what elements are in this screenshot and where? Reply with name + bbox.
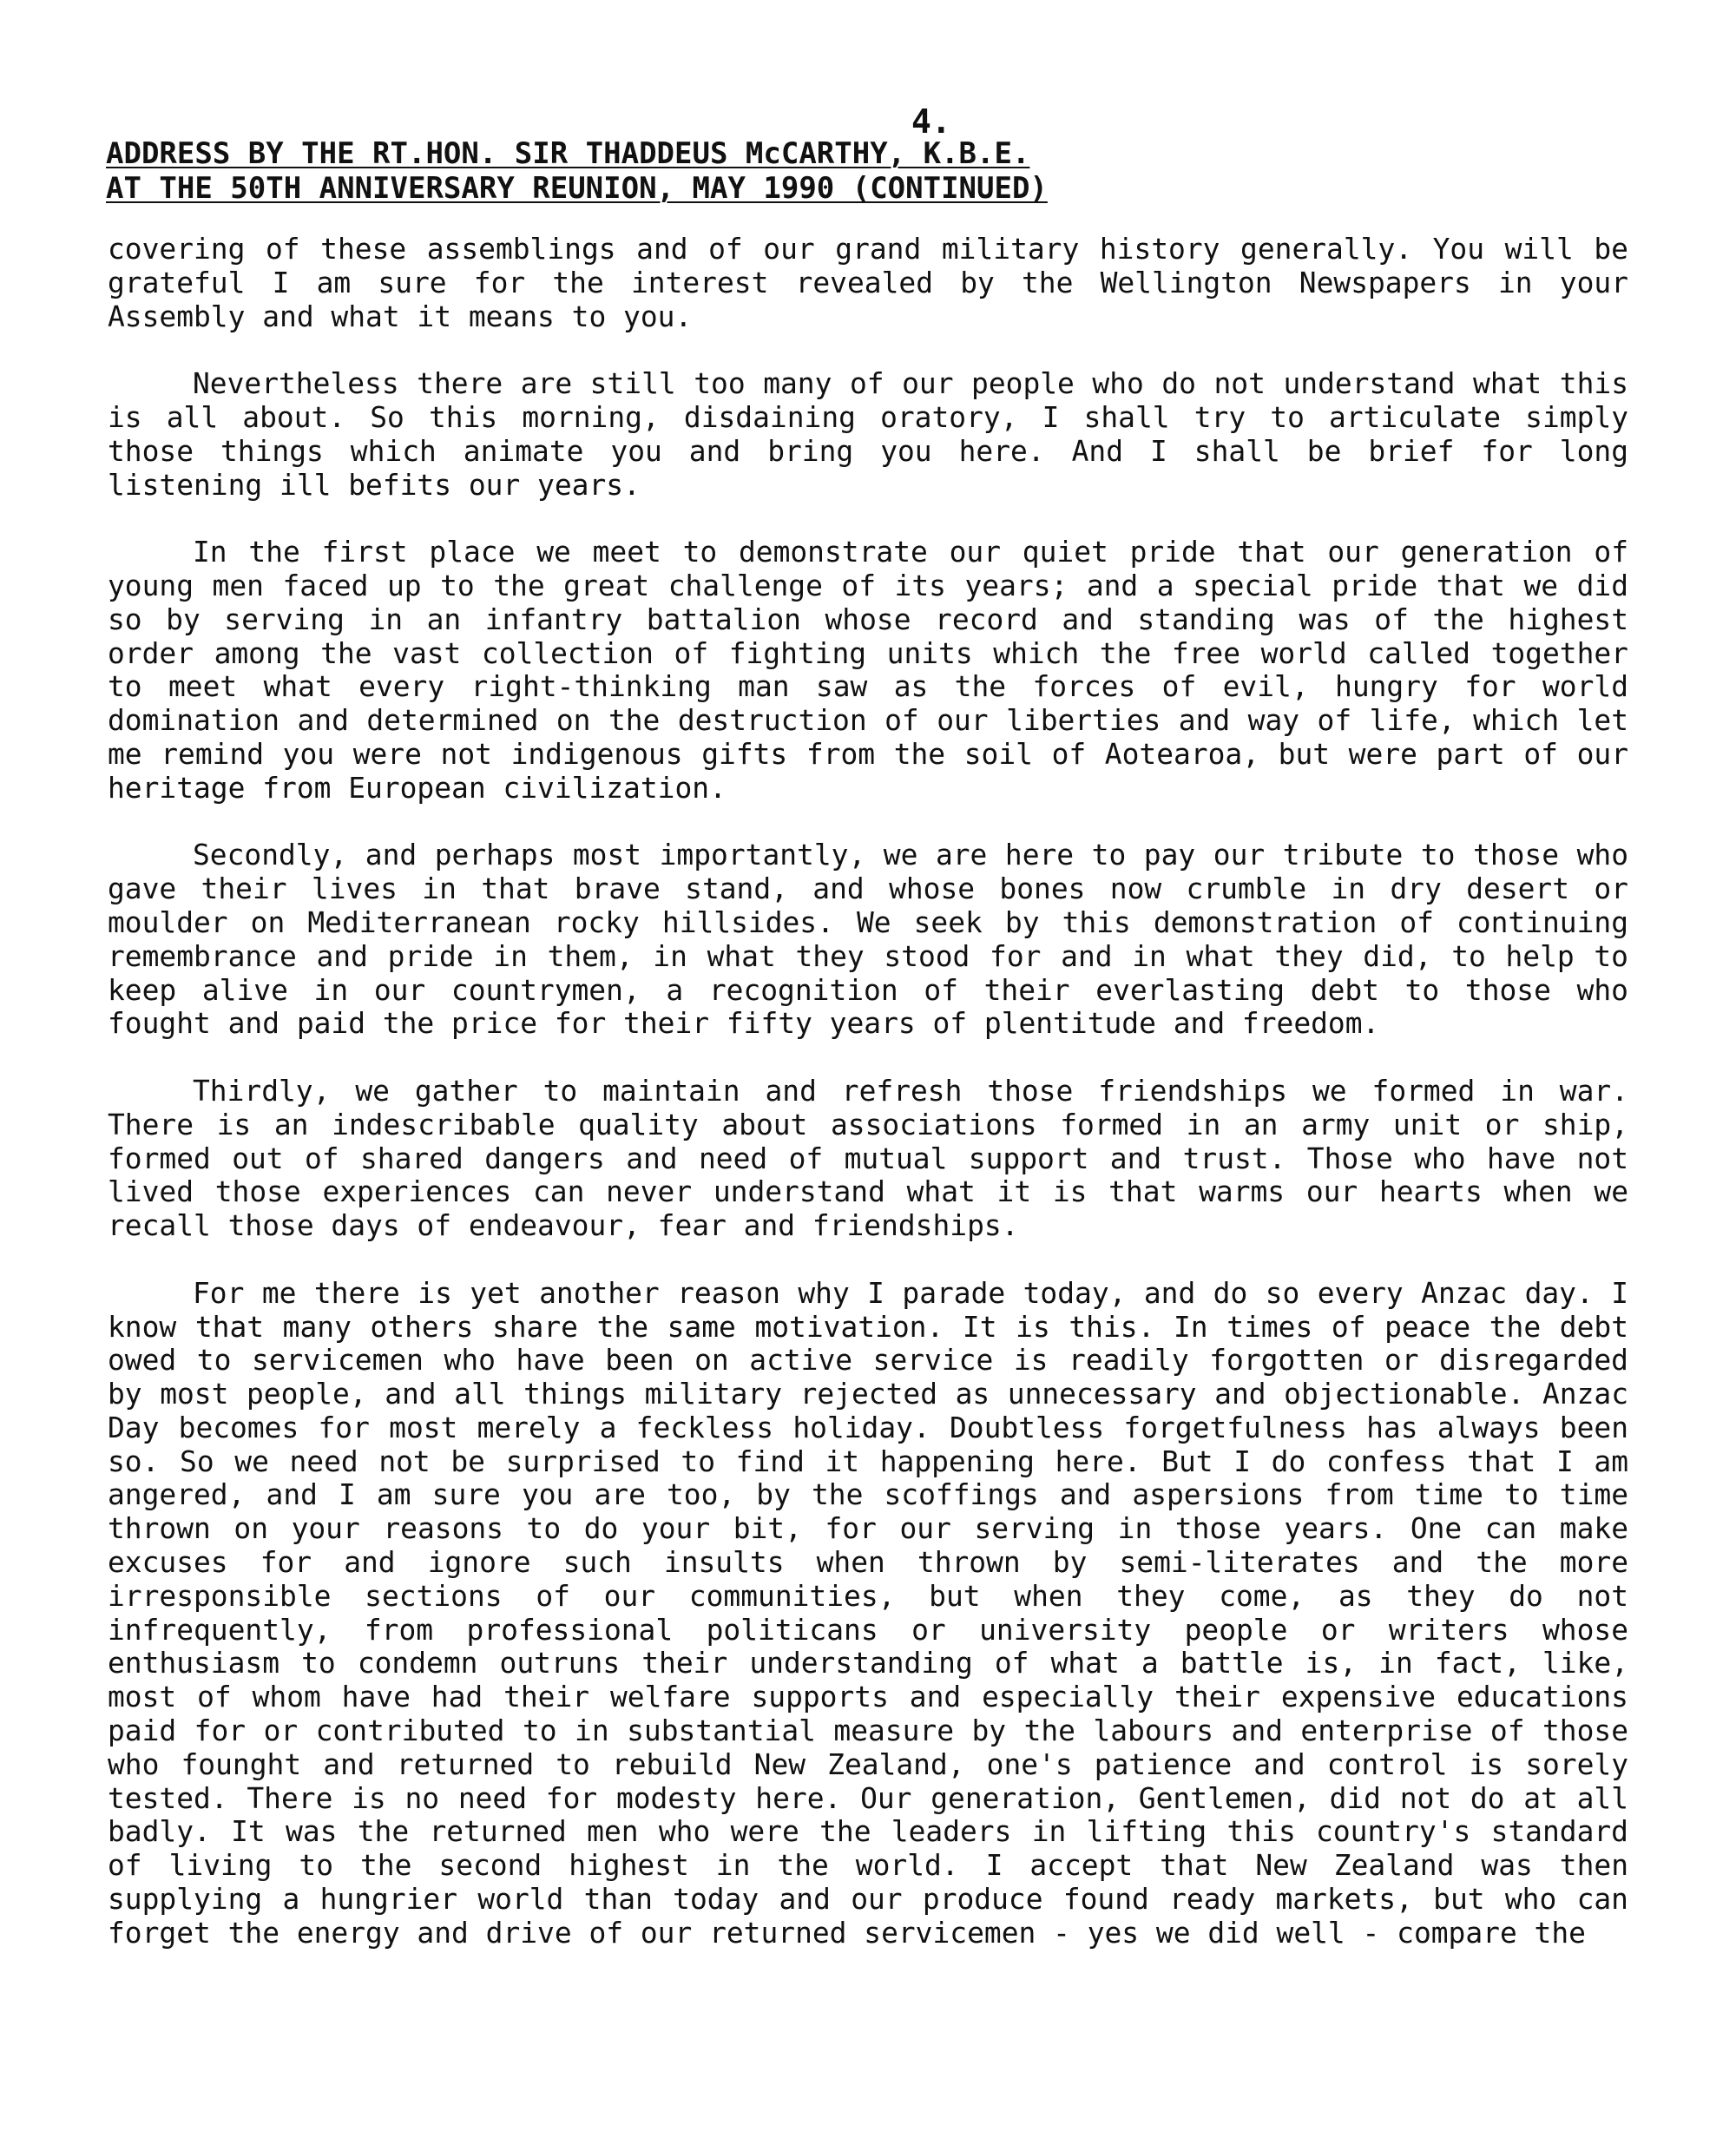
document-body bbox=[108, 233, 1628, 1950]
paragraph: Thirdly, we gather to maintain and refresh those friendships we formed in war. There is an indescribable quality about associations formed in an army unit or ship, formed out of shared dangers and need of mutual support and trust. Those who have not lived those experiences can never understand what it is that warms our hearts when we recall those days of endeavour, fear and friendships. bbox=[108, 1073, 1628, 1243]
paragraph: Secondly, and perhaps most importantly, we are here to pay our tribute to those who gave their lives in that brave stand, and whose bones now crumble in dry desert or moulder on Mediterranean rocky hillsides. We seek by this demonstration of continuing remembrance and pride in them, in what they stood for and in what they did, to help to keep alive in our countrymen, a recognition of their everlasting debt to those who fought and paid the price for their fifty years of plentitude and freedom. bbox=[108, 838, 1628, 1041]
heading-line-1: ADDRESS BY THE RT.HON. SIR THADDEUS McCARTHY, K.B.E. bbox=[106, 136, 1030, 171]
paragraph: For me there is yet another reason why I parade today, and do so every Anzac day. I know that many others share the same motivation. It is this. In times of peace the debt owed to servicemen who have been on active service is readily forgotten or disregarded by most people, and all things military rejected as unnecessary and objectionable. Anzac Day becomes for most merely a feckless holiday. Doubtless forgetfulness has always been so. So we need not be surprised to find it happening here. But I do confess that I am angered, and I am sure you are too, by the scoffings and aspersions from time to time thrown on your reasons to do your bit, for our serving in those years. One can make excuses for and ignore such insults when thrown by semi-literates and the more irresponsible sections of our communities, but when they come, as they do not infrequently, from professional politicans or university people or writers whose enthusiasm to condemn outruns their understanding of what a battle is, in fact, like, most of whom have had their welfare supports and especially their expensive educations paid for or contributed to in substantial measure by the labours and enterprise of those who founght and returned to rebuild New Zealand, one's patience and control is sorely tested. There is no need for modesty here. Our generation, Gentlemen, did not do at all badly. It was the returned men who were the leaders in lifting this country's standard of living to the second highest in the world. I accept that New Zealand was then supplying a hungrier world than today and our produce found ready markets, but who can forget the energy and drive of our returned servicemen - yes we did well - compare the bbox=[108, 1275, 1628, 1950]
page-number: 4. bbox=[911, 102, 951, 141]
document-heading bbox=[106, 137, 1048, 205]
paragraph-continuation: covering of these assemblings and of our grand military history generally. You will be grateful I am sure for the interest revealed by the Wellington Newspapers in your Assembly and what it means to you. bbox=[108, 232, 1628, 333]
paragraph: Nevertheless there are still too many of our people who do not understand what this is all about. So this morning, disdaining oratory, I shall try to articulate simply those things which animate you and bring you here. And I shall be brief for long listening ill befits our years. bbox=[108, 366, 1628, 502]
heading-line-2: AT THE 50TH ANNIVERSARY REUNION, MAY 1990 (CONTINUED) bbox=[106, 171, 1048, 206]
paragraph: In the first place we meet to demonstrate our quiet pride that our generation of young men faced up to the great challenge of its years; and a special pride that we did so by serving in an infantry battalion whose record and standing was of the highest order among the vast collection of fighting units which the free world called together to meet what every right-thinking man saw as the forces of evil, hungry for world domination and determined on the destruction of our liberties and way of life, which let me remind you were not indigenous gifts from the soil of Aotearoa, but were part of our heritage from European civilization. bbox=[108, 535, 1628, 805]
